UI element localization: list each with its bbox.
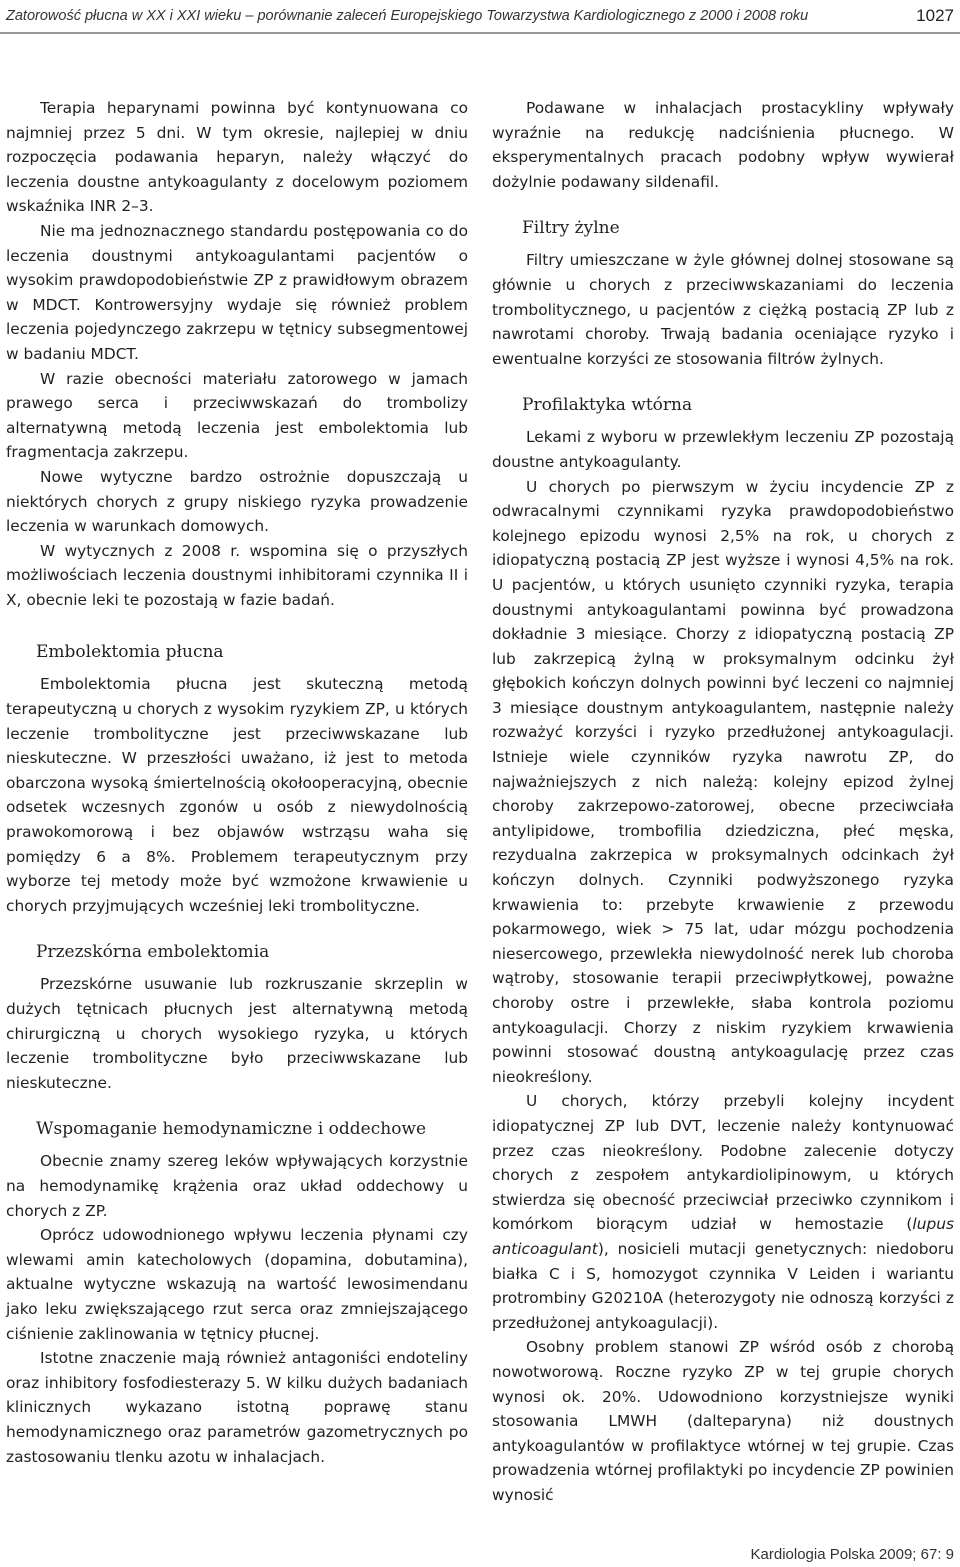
section-heading-wspomaganie: Wspomaganie hemodynamiczne i oddechowe: [36, 1119, 427, 1140]
paragraph: Nie ma jednoznacznego standardu postępowania co do leczenia doustnymi antykoagulantami pacjentów o wysokim prawdopodobieństwie ZP z prawidłowym obrazem w MDCT. Kontrowersyjny wydaje się również problem leczenia pojedynczego zakrzepu w tętnicy subsegmentowej w badaniu MDCT.: [6, 221, 468, 363]
paragraph: Filtry umieszczane w żyle głównej dolnej stosowane są głównie u chorych z przeciwwskazaniami do leczenia trombolitycznego, u pacjentów z ciężką postacią ZP lub z nawrotami choroby. Trwają badania oceniające ryzyko i ewentualne korzyści ze stosowania filtrów żylnych.: [492, 251, 954, 368]
paragraph: Terapia heparynami powinna być kontynuowana co najmniej przez 5 dni. W tym okresie, najlepiej w dniu rozpoczęcia podawania heparyn, należy włączyć do leczenia doustne antykoagulanty z docelowym poziomem wskaźnika INR 2–3.: [6, 99, 468, 216]
left-column: [6, 96, 468, 1469]
section-heading-filtry: Filtry żylne: [522, 218, 620, 239]
paragraph: Podawane w inhalacjach prostacykliny wpływały wyraźnie na redukcję nadciśnienia płucnego. W eksperymentalnych pracach podobny wpływ wywierał dożylnie podawany sildenafil.: [492, 99, 954, 191]
paragraph: Osobny problem stanowi ZP wśród osób z chorobą nowotworową. Roczne ryzyko ZP w tej grupie chorych wynosi ok. 20%. Udowodniono korzystniejsze wyniki stosowania LMWH (dalteparyna) niż doustnych antykoagulantów w profilaktyce wtórnej w tej grupie. Czas prowadzenia wtórnej profilaktyki po incydencie ZP powinien wynosić: [492, 1338, 954, 1504]
text-run: U chorych, którzy przebyli kolejny incydent idiopatycznej ZP lub DVT, leczenie należy kontynuować przez czas nieokreślony. Podobne zalecenie dotyczy chorych z zespołem antykardiolipinowym, u których stwierdza się obecność przeciwciał przeciwko czynnikom i komórkom biorącym udział w hemostazie (: [492, 1092, 954, 1234]
running-title: Zatorowość płucna w XX i XXI wieku – porównanie zaleceń Europejskiego Towarzystwa Kardiologicznego z 2000 i 2008 roku: [6, 8, 809, 24]
page-number: 1027: [916, 6, 954, 25]
paragraph: U chorych po pierwszym w życiu incydencie ZP z odwracalnymi czynnikami ryzyka prawdopodobieństwo kolejnego epizodu wynosi 2,5% na rok, u chorych z idiopatyczną postacią ZP jest wyższe i wynosi 4,5% na rok. U pacjentów, u których usunięto czynniki ryzyka, terapia doustnymi antykoagulantami powinna być prowadzona dokładnie 3 miesiące. Chorzy z idiopatyczną postacią ZP lub zakrzepicą żylną w proksymalnym odcinku żył głębokich kończyn dolnych powinni być leczeni co najmniej 3 miesiące doustnym antykoagulantem, następnie należy rozważyć korzyści i ryzyko przedłużonej antykoagulacji. Istnieje wiele czynników ryzyka nawrotu ZP, do najważniejszych z nich należą: kolejny epizod żylnej choroby zakrzepowo-zatorowej, obecne przeciwciała antylipidowe, trombofilia dziedziczna, płeć męska, rezydualna zakrzepica w proksymalnych odcinkach żył kończyn dolnych. Czynniki podwyższonego ryzyka krwawienia to: przebyte krwawienie z przewodu pokarmowego, wiek > 75 lat, udar mózgu pochodzenia niesercowego, przewlekła niewydolność nerek lub choroba wątroby, stosowanie terapii przeciwpłytkowej, poważne choroby ostre i przewlekłe, słaba kontrola poziomu antykoagulacji. Chorzy z niskim ryzykiem krwawienia powinni stosować doustną antykoagulację przez czas nieokreślony.: [492, 477, 954, 1086]
section-heading-profilaktyka: Profilaktyka wtórna: [522, 395, 693, 416]
section-heading-przezskorna: Przezskórna embolektomia: [36, 942, 270, 963]
paragraph: W razie obecności materiału zatorowego w jamach prawego serca i przeciwwskazań do trombolizy alternatywną metodą leczenia jest embolektomia lub fragmentacja zakrzepu.: [6, 369, 468, 462]
italic-term: lupus anticoagulant: [492, 1215, 954, 1258]
paragraph: Przezskórne usuwanie lub rozkruszanie skrzeplin w dużych tętnicach płucnych jest alternatywną metodą chirurgiczną u chorych wysokiego ryzyka, u których leczenie trombolityczne było przeciwwskazane lub nieskuteczne.: [6, 975, 468, 1092]
right-column: [492, 96, 954, 1507]
paragraph: Oprócz udowodnionego wpływu leczenia płynami czy wlewami amin katecholowych (dopamina, dobutamina), aktualne wytyczne wskazują na wartość lewosimendanu jako leku zwiększającego rzut serca oraz zmniejszającego ciśnienie zaklinowania w tętnicy płucnej.: [6, 1226, 468, 1343]
journal-footer: Kardiologia Polska 2009; 67: 9: [750, 1546, 954, 1563]
paragraph: [492, 1089, 954, 1335]
header-rule: [0, 32, 960, 34]
section-heading-embolektomia: Embolektomia płucna: [36, 642, 224, 663]
paragraph: Embolektomia płucna jest skuteczną metodą terapeutyczną u chorych z wysokim ryzykiem ZP, u których leczenie trombolityczne jest przeciwwskazane lub nieskuteczne. W przeszłości uważano, iż jest to metoda obarczona wysoką śmiertelnością okołooperacyjną, obecnie odsetek wczesnych zgonów u osób z niewydolnością prawokomorową i bez objawów wstrząsu waha się pomiędzy 6 a 8%. Problemem terapeutycznym przy wyborze tej metody może być wzmożone krwawienie u chorych przyjmujących wcześniej leki trombolityczne.: [6, 675, 468, 915]
paragraph: W wytycznych z 2008 r. wspomina się o przyszłych możliwościach leczenia doustnymi inhibitorami czynnika II i X, obecnie leki te pozostają w fazie badań.: [6, 541, 468, 609]
running-header: [6, 4, 954, 28]
paragraph: Obecnie znamy szereg leków wpływających korzystnie na hemodynamikę krążenia oraz układ oddechowy u chorych z ZP.: [6, 1152, 468, 1220]
paragraph: Nowe wytyczne bardzo ostrożnie dopuszczają u niektórych chorych z grupy niskiego ryzyka prowadzenie leczenia w warunkach domowych.: [6, 467, 468, 536]
text-run: ), nosicieli mutacji genetycznych: niedoboru białka C i S, homozygot czynnika V Leiden i wariantu protrombiny G20210A (heterozygoty nie odnoszą korzyści z przedłużonej antykoagulacji).: [492, 1239, 954, 1332]
paragraph: Istotne znaczenie mają również antagoniści endoteliny oraz inhibitory fosfodiesterazy 5. W kilku dużych badaniach klinicznych wykazano istotną poprawę stanu hemodynamicznego oraz parametrów gazometrycznych po zastosowaniu tlenku azotu w inhalacjach.: [6, 1349, 468, 1466]
paragraph: Lekami z wyboru w przewlekłym leczeniu ZP pozostają doustne antykoagulanty.: [492, 428, 954, 471]
